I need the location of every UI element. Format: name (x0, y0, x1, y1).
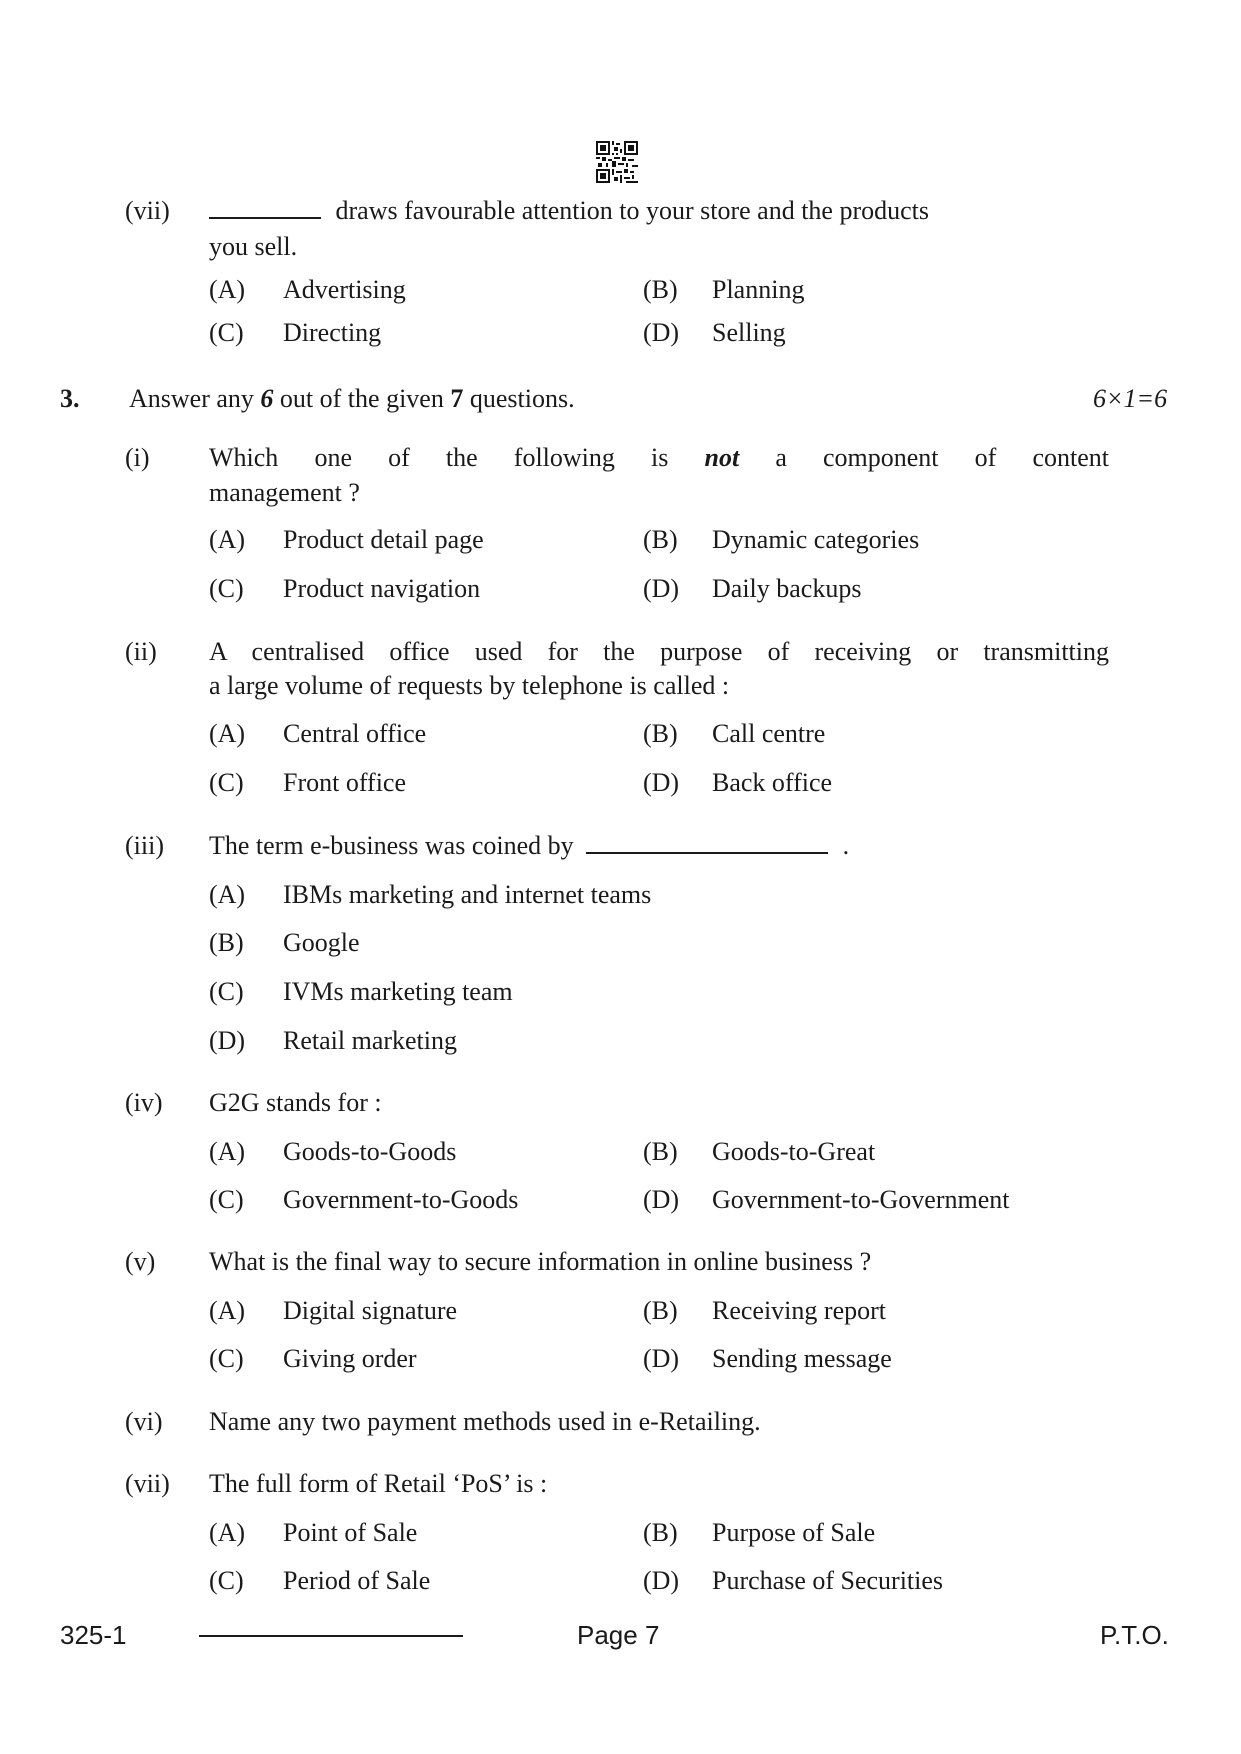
option-letter: (C) (209, 574, 244, 603)
question-text-continued: you sell. (209, 232, 298, 261)
answer-blank (209, 195, 321, 219)
option-letter: (A) (209, 275, 246, 304)
page-number: Page 7 (577, 1620, 660, 1650)
option-text: Purchase of Securities (712, 1566, 944, 1595)
option-letter: (C) (209, 1566, 244, 1595)
option-letter: (C) (209, 768, 244, 797)
option-text: Receiving report (712, 1296, 886, 1325)
footer-divider (199, 1635, 463, 1637)
option-text: Daily backups (712, 574, 862, 603)
section-instruction: Answer any 6 out of the given 7 questions. (129, 384, 575, 413)
option-text: Digital signature (283, 1296, 458, 1325)
option-text: Giving order (283, 1344, 417, 1373)
paper-code: 325-1 (60, 1620, 127, 1650)
question-number: (ii) (125, 637, 157, 666)
option-text: Purpose of Sale (712, 1518, 876, 1547)
option-text: Sending message (712, 1344, 892, 1373)
question-number: (iii) (125, 831, 164, 860)
question-number: (v) (125, 1247, 156, 1276)
option-letter: (C) (209, 1344, 244, 1373)
question-text: What is the final way to secure information in online business ? (209, 1247, 872, 1276)
option-text: IVMs marketing team (283, 977, 513, 1006)
option-text: Product detail page (283, 525, 484, 554)
question-text-continued: management ? (209, 478, 360, 507)
question-text: G2G stands for : (209, 1088, 382, 1117)
option-letter: (D) (643, 1185, 680, 1214)
option-text: Planning (712, 275, 805, 304)
option-letter: (A) (209, 1518, 246, 1547)
marks-allocation: 6×1=6 (1093, 384, 1168, 413)
option-letter: (A) (209, 1137, 246, 1166)
option-text: Government-to-Goods (283, 1185, 519, 1214)
option-letter: (B) (643, 275, 678, 304)
question-number: (iv) (125, 1088, 163, 1117)
option-letter: (B) (643, 1137, 678, 1166)
option-letter: (A) (209, 880, 246, 909)
option-letter: (D) (643, 1566, 680, 1595)
qr-code-icon (596, 141, 638, 183)
option-text: Directing (283, 318, 382, 347)
option-text: Period of Sale (283, 1566, 431, 1595)
option-letter: (B) (643, 525, 678, 554)
option-text: Government-to-Government (712, 1185, 1010, 1214)
question-number: (vii) (125, 1469, 170, 1498)
section-number: 3. (60, 384, 80, 413)
option-letter: (B) (643, 1518, 678, 1547)
option-letter: (C) (209, 318, 244, 347)
option-text: Call centre (712, 719, 826, 748)
option-text: Central office (283, 719, 427, 748)
option-text: Product navigation (283, 574, 481, 603)
answer-blank (586, 830, 828, 854)
question-number: (i) (125, 443, 150, 472)
question-text: The term e-business was coined by . (209, 831, 850, 860)
option-letter: (B) (643, 719, 678, 748)
question-number: (vi) (125, 1407, 163, 1436)
option-text: IBMs marketing and internet teams (283, 880, 652, 909)
option-text: Front office (283, 768, 406, 797)
option-text: Goods-to-Goods (283, 1137, 457, 1166)
option-text: Dynamic categories (712, 525, 920, 554)
option-letter: (D) (643, 768, 680, 797)
question-text: A centralised office used for the purpose of receiving or transmitting (209, 637, 1109, 666)
option-text: Advertising (283, 275, 406, 304)
option-letter: (B) (209, 928, 244, 957)
question-text: draws favourable attention to your store and the products (209, 194, 1109, 228)
option-letter: (D) (643, 574, 680, 603)
option-letter: (D) (643, 318, 680, 347)
please-turn-over: P.T.O. (1100, 1620, 1169, 1650)
option-letter: (D) (643, 1344, 680, 1373)
question-number: (vii) (125, 196, 170, 225)
question-text: Which one of the following is not a component of content (209, 443, 1109, 472)
option-letter: (A) (209, 1296, 246, 1325)
question-text-continued: a large volume of requests by telephone is called : (209, 671, 730, 700)
option-letter: (B) (643, 1296, 678, 1325)
option-letter: (C) (209, 1185, 244, 1214)
question-text: Name any two payment methods used in e-Retailing. (209, 1407, 761, 1436)
option-letter: (C) (209, 977, 244, 1006)
question-text: The full form of Retail ‘PoS’ is : (209, 1469, 548, 1498)
option-letter: (D) (209, 1026, 246, 1055)
option-text: Selling (712, 318, 786, 347)
option-text: Point of Sale (283, 1518, 418, 1547)
option-text: Google (283, 928, 360, 957)
option-text: Back office (712, 768, 833, 797)
option-letter: (A) (209, 525, 246, 554)
option-letter: (A) (209, 719, 246, 748)
option-text: Goods-to-Great (712, 1137, 876, 1166)
option-text: Retail marketing (283, 1026, 458, 1055)
